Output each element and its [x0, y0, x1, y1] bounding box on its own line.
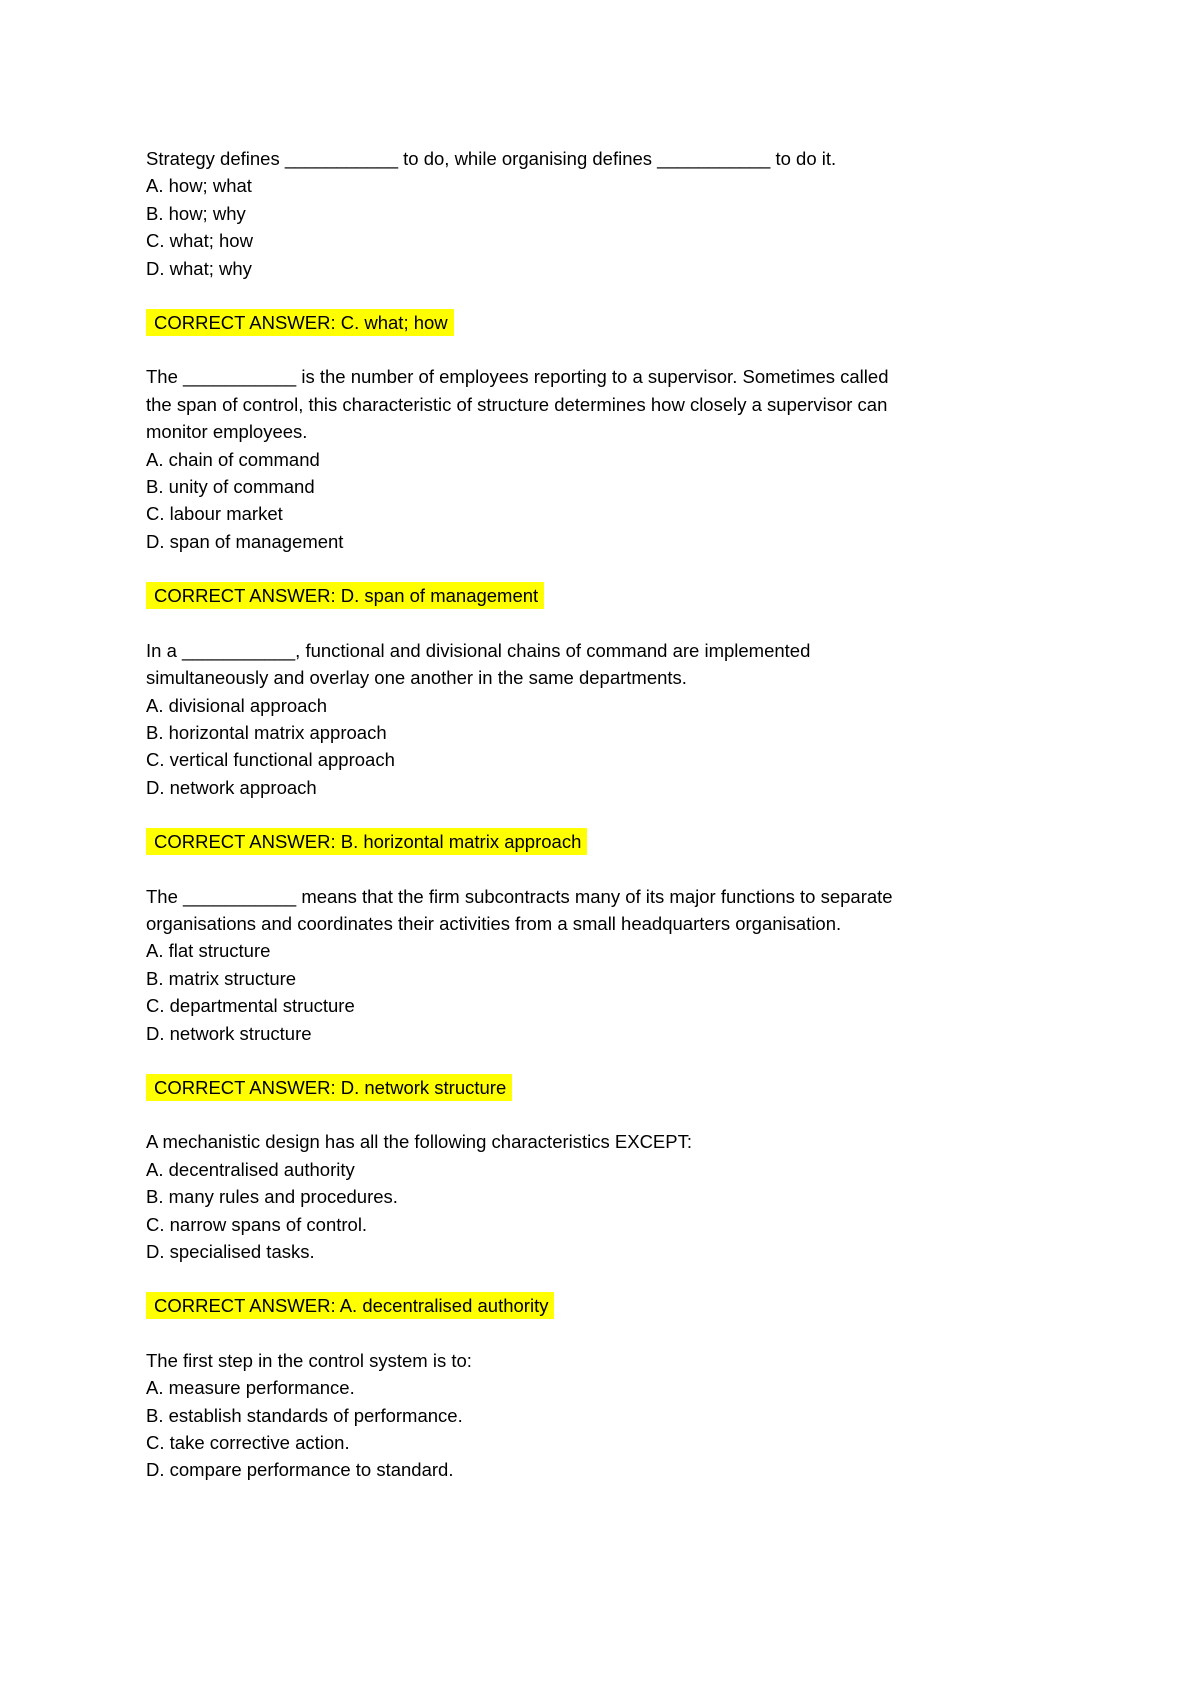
option-b: B. horizontal matrix approach [146, 721, 387, 743]
question-2 [146, 363, 906, 609]
option-c: C. vertical functional approach [146, 749, 395, 771]
option-d: D. span of management [146, 530, 344, 552]
question-1 [146, 145, 906, 336]
question-4 [146, 883, 906, 1102]
document-page [146, 145, 906, 1484]
answer-line [146, 1292, 906, 1319]
option-d: D. network approach [146, 776, 317, 798]
option-d: D. what; why [146, 257, 252, 279]
option-b: B. many rules and procedures. [146, 1186, 398, 1208]
question-text: In a ___________, functional and divisional chains of command are implemented simultaneously and overlay one another in the same departments. [146, 639, 811, 689]
option-c: C. narrow spans of control. [146, 1213, 368, 1235]
option-b: B. establish standards of performance. [146, 1404, 463, 1426]
question-text: Strategy defines ___________ to do, while organising defines ___________ to do it. [146, 148, 837, 169]
answer-line [146, 582, 906, 609]
option-a: A. chain of command [146, 448, 320, 470]
option-c: C. take corrective action. [146, 1432, 350, 1454]
option-d: D. compare performance to standard. [146, 1459, 454, 1481]
option-a: A. flat structure [146, 940, 271, 962]
option-c: C. labour market [146, 503, 283, 525]
option-a: A. decentralised authority [146, 1158, 355, 1180]
question-text: A mechanistic design has all the following characteristics EXCEPT: [146, 1131, 693, 1153]
option-c: C. departmental structure [146, 995, 355, 1017]
question-3 [146, 637, 906, 856]
option-a: A. how; what [146, 175, 252, 197]
correct-answer-highlight: CORRECT ANSWER: D. span of management [146, 582, 544, 609]
correct-answer-highlight: CORRECT ANSWER: D. network structure [146, 1074, 512, 1101]
answer-line [146, 828, 906, 855]
option-a: A. divisional approach [146, 694, 327, 716]
option-d: D. network structure [146, 1022, 312, 1044]
answer-line [146, 1074, 906, 1101]
question-text: The ___________ means that the firm subcontracts many of its major functions to separate organisations and coordinates their activities from a small headquarters organisation. [146, 885, 893, 934]
option-b: B. matrix structure [146, 967, 297, 989]
correct-answer-highlight: CORRECT ANSWER: C. what; how [146, 309, 454, 336]
option-a: A. measure performance. [146, 1377, 355, 1399]
question-text: The ___________ is the number of employees reporting to a supervisor. Sometimes called the span of control, this characteristic of structure determines how closely a supervisor can monitor employees. [146, 366, 889, 443]
answer-line [146, 309, 906, 336]
correct-answer-highlight: CORRECT ANSWER: A. decentralised authority [146, 1292, 554, 1319]
option-b: B. unity of command [146, 476, 315, 498]
correct-answer-highlight: CORRECT ANSWER: B. horizontal matrix approach [146, 828, 587, 855]
option-c: C. what; how [146, 230, 253, 252]
question-6 [146, 1347, 906, 1484]
option-b: B. how; why [146, 202, 246, 224]
option-d: D. specialised tasks. [146, 1241, 315, 1262]
question-text: The first step in the control system is to: [146, 1349, 472, 1371]
question-5 [146, 1128, 906, 1319]
